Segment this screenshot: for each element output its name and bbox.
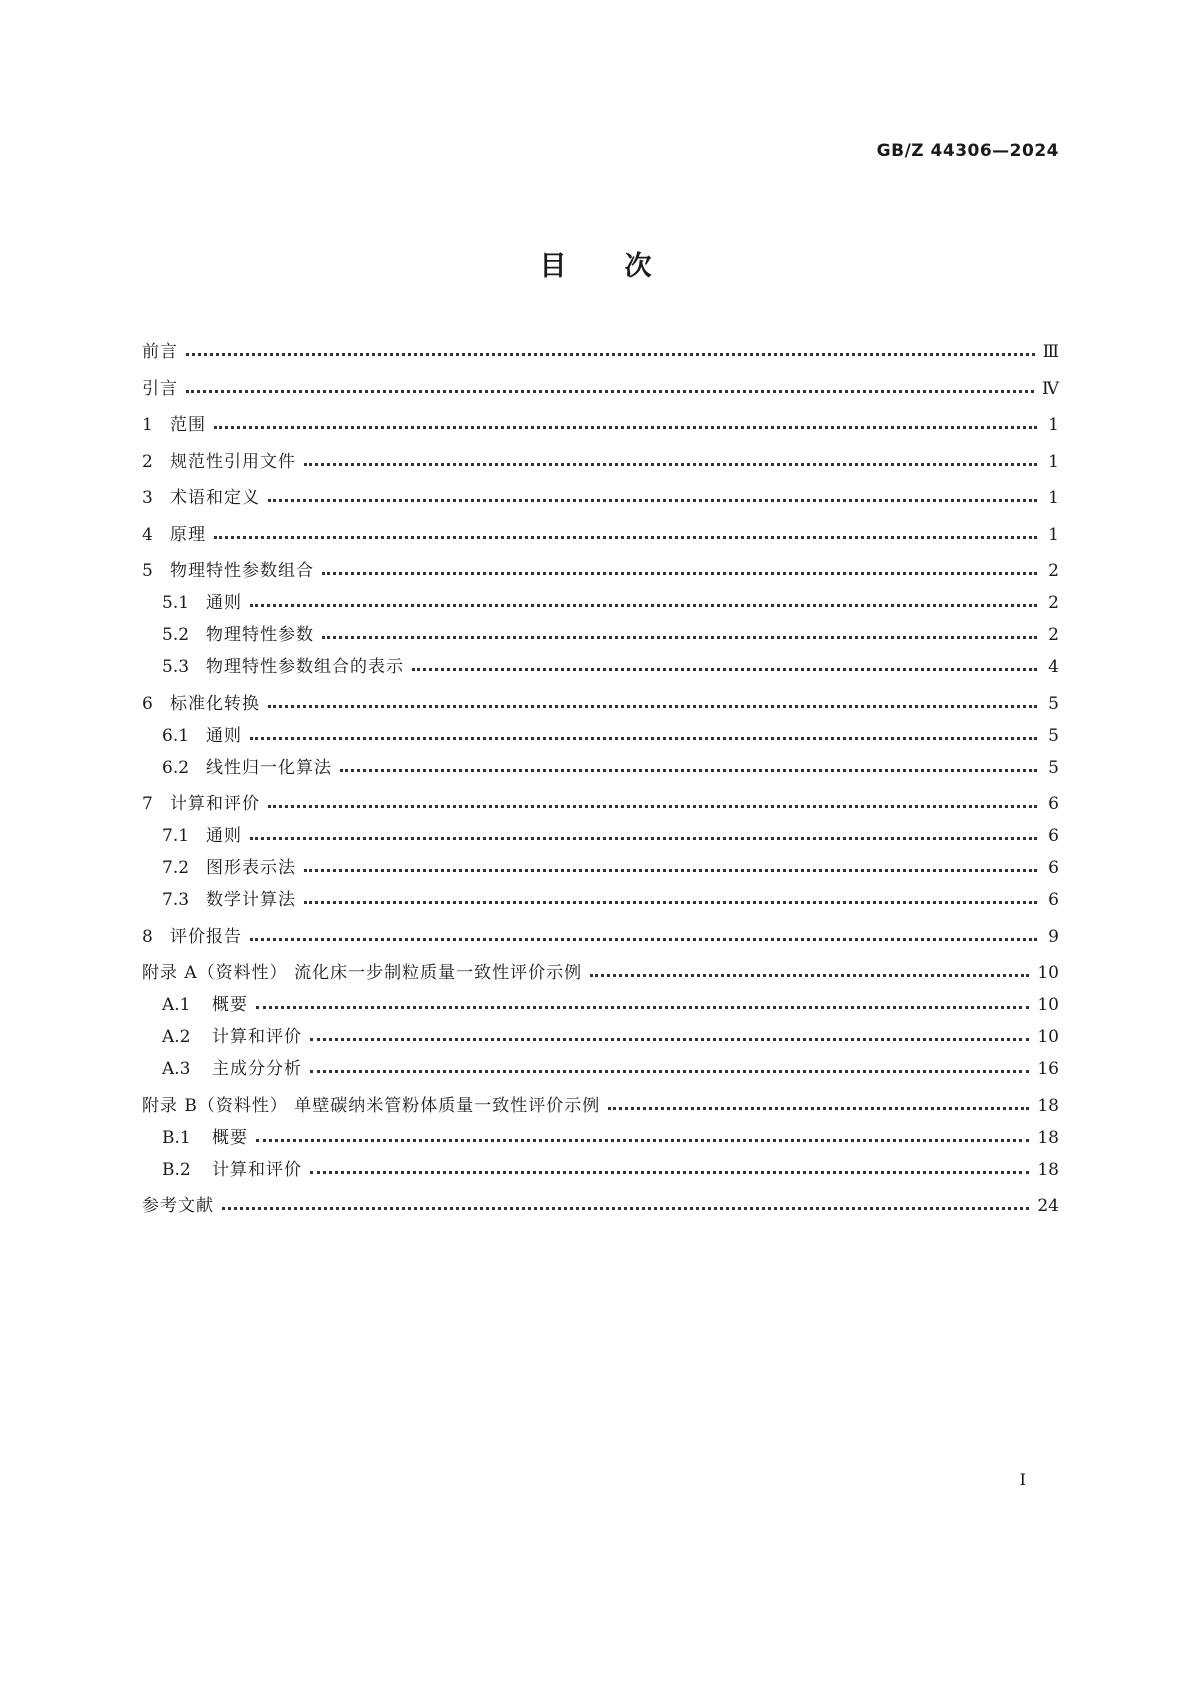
toc-entry[interactable]: [142, 651, 1059, 677]
toc-entry-label: 前言: [142, 342, 178, 362]
toc-entry[interactable]: [142, 957, 1059, 983]
toc-entry-label: 计算和评价: [212, 1159, 302, 1180]
toc-entry[interactable]: [142, 1190, 1059, 1216]
toc-entry-label: 评价报告: [170, 926, 242, 947]
toc-entry[interactable]: [142, 519, 1059, 545]
dot-leader: [186, 353, 1035, 356]
toc-entry-label: 计算和评价: [212, 1027, 302, 1047]
toc-entry-page: 1: [1048, 415, 1059, 435]
toc-entry[interactable]: [142, 1021, 1059, 1047]
toc-entry-label: 计算和评价: [170, 794, 260, 814]
toc-entry-number: 7.2: [162, 858, 190, 878]
toc-entry-page: 4: [1048, 657, 1059, 677]
toc-entry[interactable]: [142, 555, 1059, 581]
toc-entry-page: 2: [1048, 593, 1059, 613]
toc-entry-number: 1: [142, 415, 153, 435]
dot-leader: [268, 805, 1037, 808]
dot-leader: [250, 737, 1037, 740]
toc-entry-number: 5: [142, 561, 153, 581]
dot-leader: [304, 463, 1037, 466]
dot-leader: [256, 1006, 1029, 1009]
dot-leader: [310, 1038, 1029, 1041]
dot-leader: [250, 837, 1037, 840]
toc-entry-page: 2: [1048, 561, 1059, 581]
toc-entry-number: 6.2: [162, 757, 190, 778]
dot-leader: [304, 901, 1037, 904]
dot-leader: [222, 1207, 1029, 1210]
toc-entry-label: 物理特性参数: [206, 625, 314, 645]
toc-entry[interactable]: [142, 820, 1059, 846]
toc-entry[interactable]: [142, 1053, 1059, 1079]
toc-entry[interactable]: [142, 989, 1059, 1015]
page-title: [0, 244, 1191, 283]
dot-leader: [322, 636, 1037, 639]
toc-entry-number: 6: [142, 693, 153, 714]
toc-entry-label: 图形表示法: [206, 858, 296, 878]
toc-entry-label: 线性归一化算法: [206, 757, 332, 778]
toc-entry-page: 9: [1048, 926, 1059, 947]
toc-entry-number: 4: [142, 524, 153, 545]
toc-entry[interactable]: [142, 720, 1059, 746]
dot-leader: [590, 974, 1029, 977]
dot-leader: [268, 705, 1037, 708]
toc-entry-number: 5.2: [162, 625, 190, 645]
toc-entry-page: 6: [1048, 858, 1059, 878]
toc-entry-page: 5: [1048, 757, 1059, 778]
toc-entry[interactable]: [142, 852, 1059, 878]
toc-entry-label: 通则: [206, 725, 242, 746]
toc-entry-page: 10: [1037, 995, 1059, 1015]
toc-entry-number: B.1: [162, 1127, 191, 1148]
toc-entry[interactable]: [142, 1154, 1059, 1180]
dot-leader: [340, 769, 1037, 772]
toc-entry-label: 通则: [206, 593, 242, 613]
dot-leader: [186, 390, 1034, 393]
toc-entry-page: Ⅳ: [1042, 378, 1059, 399]
dot-leader: [608, 1107, 1029, 1110]
dot-leader: [256, 1139, 1029, 1142]
toc-entry-page: 16: [1037, 1059, 1059, 1079]
toc-entry-number: A.2: [162, 1027, 191, 1047]
toc-entry-page: 18: [1037, 1127, 1059, 1148]
toc-entry-page: 10: [1037, 963, 1059, 983]
toc-entry-number: 3: [142, 488, 153, 508]
toc-entry[interactable]: [142, 619, 1059, 645]
dot-leader: [214, 426, 1037, 429]
dot-leader: [214, 536, 1037, 539]
toc-entry-label: 参考文献: [142, 1196, 214, 1216]
toc-entry-page: 18: [1037, 1095, 1059, 1116]
toc-entry[interactable]: [142, 373, 1059, 399]
toc-entry-number: A.1: [162, 995, 191, 1015]
toc-entry-page: 1: [1048, 451, 1059, 472]
toc-entry[interactable]: [142, 788, 1059, 814]
dot-leader: [268, 499, 1037, 502]
toc-entry-label: 物理特性参数组合的表示: [206, 657, 404, 677]
toc-entry[interactable]: [142, 1090, 1059, 1116]
toc-entry-number: B.2: [162, 1159, 191, 1180]
toc-entry-number: 5.3: [162, 657, 190, 677]
toc-entry-label: 引言: [142, 378, 178, 399]
dot-leader: [250, 604, 1037, 607]
table-of-contents: [142, 336, 1059, 1216]
dot-leader: [412, 668, 1037, 671]
dot-leader: [322, 572, 1037, 575]
toc-entry-label: 术语和定义: [170, 488, 260, 508]
toc-entry-label: 主成分分析: [212, 1059, 302, 1079]
toc-entry-number: 8: [142, 926, 153, 947]
dot-leader: [250, 938, 1037, 941]
toc-entry[interactable]: [142, 409, 1059, 435]
toc-entry[interactable]: [142, 884, 1059, 910]
toc-entry[interactable]: [142, 446, 1059, 472]
dot-leader: [304, 869, 1037, 872]
standard-code: GB/Z 44306—2024: [876, 141, 1059, 161]
toc-entry-number: 7.3: [162, 890, 190, 910]
toc-entry-page: 24: [1037, 1196, 1059, 1216]
toc-entry-page: Ⅲ: [1042, 342, 1059, 362]
toc-entry[interactable]: [142, 482, 1059, 508]
toc-entry[interactable]: [142, 336, 1059, 362]
toc-entry-number: 6.1: [162, 725, 190, 746]
toc-entry-page: 6: [1048, 890, 1059, 910]
toc-entry-page: 5: [1048, 725, 1059, 746]
title-char: 目: [539, 251, 567, 282]
toc-entry-label: 通则: [206, 826, 242, 846]
toc-entry-label: 数学计算法: [206, 890, 296, 910]
toc-entry-number: 2: [142, 451, 153, 472]
toc-entry-number: 7.1: [162, 826, 190, 846]
toc-entry-label: 范围: [170, 415, 206, 435]
title-char: 次: [624, 251, 652, 282]
toc-entry-number: 7: [142, 794, 153, 814]
dot-leader: [310, 1171, 1029, 1174]
toc-entry[interactable]: [142, 752, 1059, 778]
dot-leader: [310, 1070, 1029, 1073]
toc-entry-page: 2: [1048, 625, 1059, 645]
toc-entry-label: 概要: [212, 995, 248, 1015]
toc-entry-label: 物理特性参数组合: [170, 561, 314, 581]
toc-entry-page: 10: [1037, 1027, 1059, 1047]
toc-entry-page: 6: [1048, 826, 1059, 846]
toc-entry-label: 附录 A（资料性） 流化床一步制粒质量一致性评价示例: [142, 963, 583, 983]
toc-entry-page: 1: [1048, 488, 1059, 508]
toc-entry-page: 6: [1048, 794, 1059, 814]
toc-entry-number: 5.1: [162, 593, 190, 613]
toc-entry-label: 标准化转换: [170, 693, 260, 714]
toc-entry-label: 概要: [212, 1127, 248, 1148]
toc-entry-page: 1: [1048, 524, 1059, 545]
toc-entry-page: 18: [1037, 1159, 1059, 1180]
toc-entry-number: A.3: [162, 1059, 191, 1079]
toc-entry-label: 规范性引用文件: [170, 451, 296, 472]
toc-entry[interactable]: [142, 921, 1059, 947]
toc-entry[interactable]: [142, 688, 1059, 714]
toc-entry-label: 附录 B（资料性） 单壁碳纳米管粉体质量一致性评价示例: [142, 1095, 601, 1116]
page-folio: Ⅰ: [1019, 1470, 1026, 1489]
toc-entry-page: 5: [1048, 693, 1059, 714]
toc-entry[interactable]: [142, 1122, 1059, 1148]
toc-entry[interactable]: [142, 587, 1059, 613]
toc-entry-label: 原理: [170, 524, 206, 545]
